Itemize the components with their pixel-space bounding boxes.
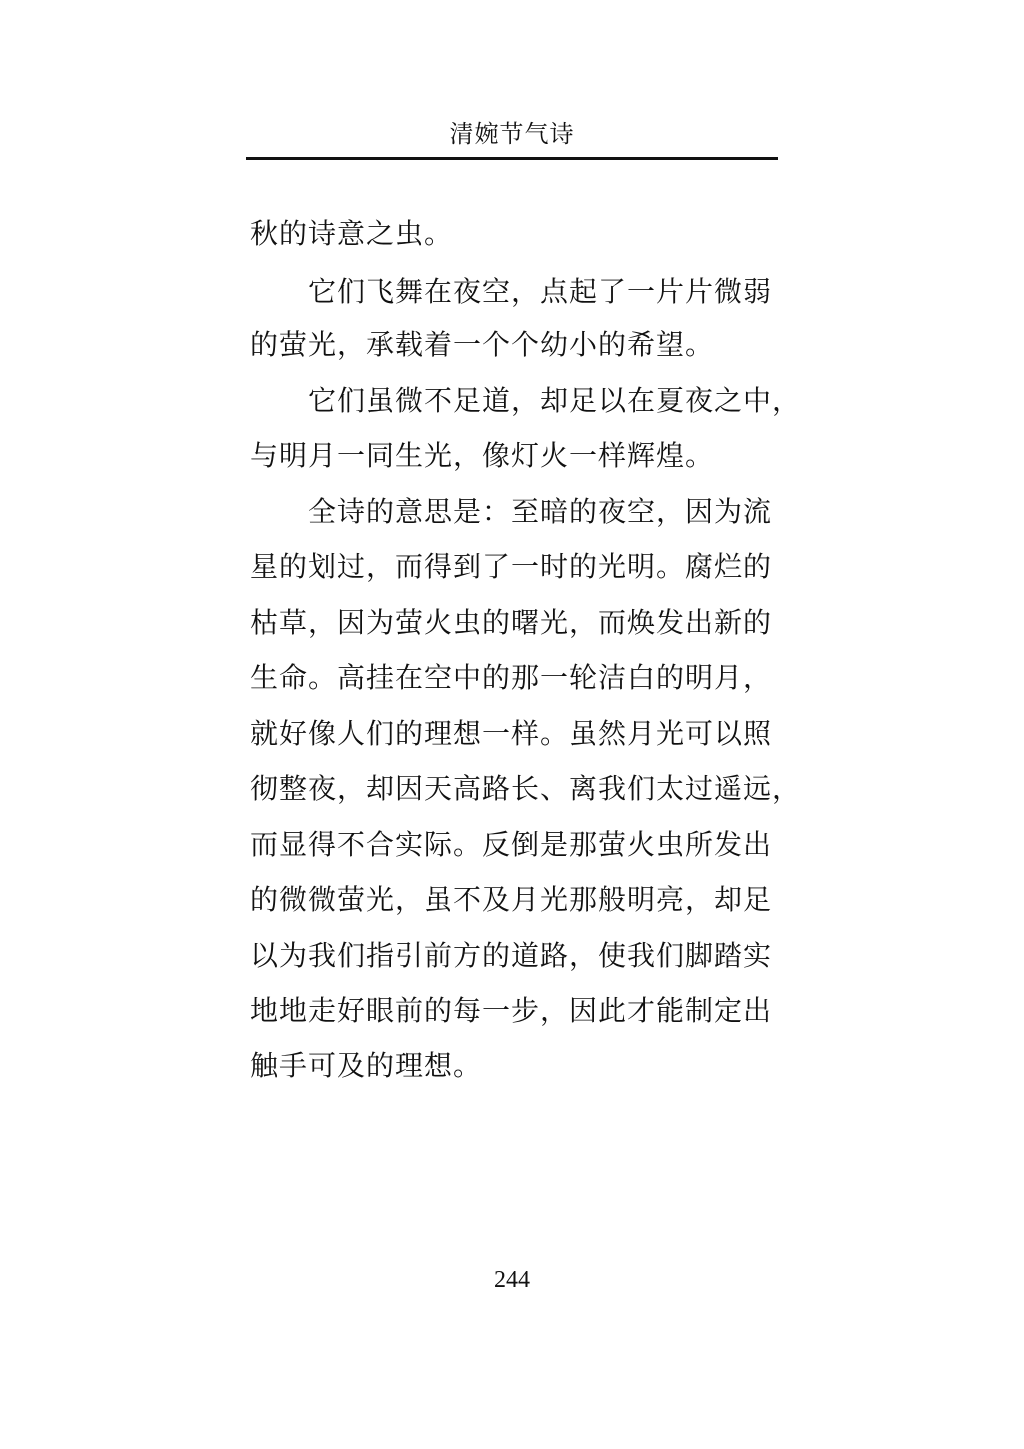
text-line: 地地走好眼前的每一步，因此才能制定出 <box>250 994 773 1027</box>
running-header: 清婉节气诗 <box>449 120 575 148</box>
text-line: 彻整夜，却因天高路长、离我们太过遥远， <box>250 772 802 805</box>
text-line: 与明月一同生光，像灯火一样辉煌。 <box>250 439 715 472</box>
text-line: 触手可及的理想。 <box>250 1049 483 1082</box>
text-line: 它们虽微不足道，却足以在夏夜之中， <box>308 384 802 417</box>
text-line: 它们飞舞在夜空，点起了一片片微弱 <box>308 275 773 308</box>
text-line: 生命。高挂在空中的那一轮洁白的明月， <box>250 661 773 694</box>
text-line: 的萤光，承载着一个个幼小的希望。 <box>250 328 715 361</box>
text-line: 的微微萤光，虽不及月光那般明亮，却足 <box>250 883 773 916</box>
header-rule <box>246 157 778 160</box>
text-line: 全诗的意思是：至暗的夜空，因为流 <box>308 495 773 528</box>
text-line: 而显得不合实际。反倒是那萤火虫所发出 <box>250 828 773 861</box>
text-line: 枯草，因为萤火虫的曙光，而焕发出新的 <box>250 606 773 639</box>
page-number: 244 <box>494 1267 530 1293</box>
text-line: 秋的诗意之虫。 <box>250 217 454 250</box>
text-line: 星的划过，而得到了一时的光明。腐烂的 <box>250 550 773 583</box>
text-line: 以为我们指引前方的道路，使我们脚踏实 <box>250 939 773 972</box>
text-line: 就好像人们的理想一样。虽然月光可以照 <box>250 717 773 750</box>
